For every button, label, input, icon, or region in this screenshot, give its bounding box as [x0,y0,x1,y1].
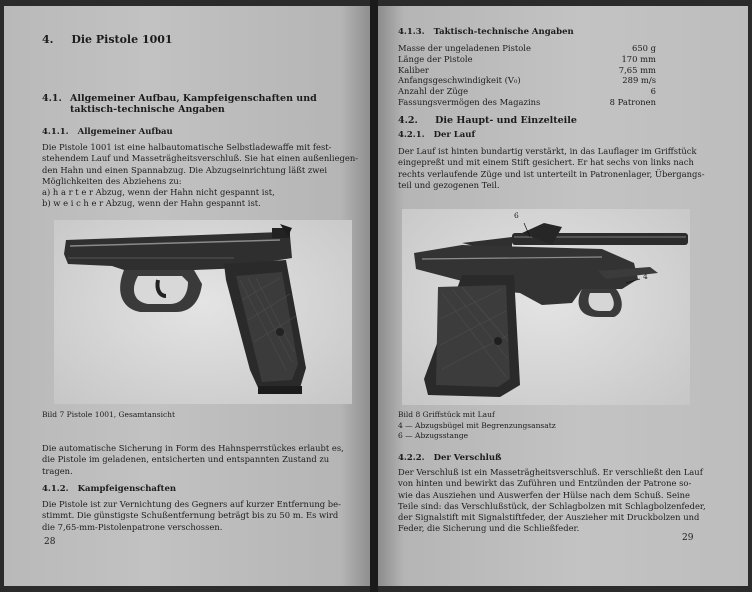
section-title-line1: Allgemeiner Aufbau, Kampfeigenschaften und [70,93,317,104]
text-line: Der Lauf ist hinten bundartig verstärkt, in das Lauflager im Griffstück [398,146,697,156]
figure-8-legend [398,421,556,441]
paragraph-barrel [398,146,716,191]
paragraph-general-structure [42,142,360,210]
text-line: stehendem Lauf und Masseträgheitsverschluß. Sie hat einen außenliegen- [42,153,359,164]
legend-item: 6 — Abzugsstange [398,431,469,440]
subsection-number: 4.1.3. [398,27,425,37]
text-line: rechts verlaufende Züge und ist unterteilt in Patronenlager, Übergangs- [398,168,705,179]
spec-value: 6 [650,86,656,97]
figure-7-pistol-photo [54,220,352,404]
spec-label: Masse der ungeladenen Pistole [398,43,531,53]
page-number-left: 28 [44,537,56,547]
text-line: stimmt. Die günstigste Schußentfernung beträgt bis zu 50 m. Es wird [42,510,339,521]
text-line: wie das Ausziehen und Auswerfen der Hülse nach dem Schuß. Seine [398,489,690,500]
spec-value: 8 Patronen [609,96,656,107]
text-line: eingepreßt und mit einem Stift gesichert. Er hat sechs von links nach [398,157,694,168]
chapter-number: 4. [42,33,54,46]
text-line: die Pistole im geladenen, entsicherten und entspannten Zustand zu [42,454,330,465]
paragraph-safety [42,443,360,477]
section-title: Die Haupt- und Einzelteile [435,115,577,126]
paragraph-combat-properties [42,499,360,533]
spec-value: 170 mm [621,53,656,64]
spec-label: Kaliber [398,64,429,75]
subsection-number: 4.2.2. [398,453,425,463]
text-line: Möglichkeiten des Abziehens zu: [42,175,182,186]
table-row [398,43,656,54]
subsection-heading-4-1-3 [398,27,574,37]
text-line: Feder, die Sicherung und die Schließfeder. [398,523,580,534]
figure-7-caption: Bild 7 Pistole 1001, Gesamtansicht [42,410,176,419]
legend-item: 4 — Abzugsbügel mit Begrenzungsansatz [398,421,556,430]
subsection-number: 4.2.1. [398,130,425,140]
figure-8-frame-photo [402,209,690,405]
subsection-heading-4-1-1 [42,127,173,137]
list-item-b: b) w e i c h e r Abzug, wenn der Hahn gespannt ist. [42,198,261,209]
subsection-heading-4-2-1 [398,130,475,140]
spec-value: 7,65 mm [618,64,656,75]
figure-8-caption: Bild 8 Griffstück mit Lauf [398,410,495,419]
table-row [398,86,656,97]
pistol-illustration [54,220,352,404]
text-line: von hinten und bewirkt das Zuführen und Entzünden der Patrone so- [398,478,692,489]
spec-label: Anzahl der Züge [398,86,469,97]
subsection-title: Kampfeigenschaften [77,484,177,494]
specs-table [398,43,656,108]
text-line: der Signalstift mit Signalstiftfeder, der Auszieher mit Druckbolzen und [398,512,700,523]
text-line: Die automatische Sicherung in Form des Hahnsperrstückes erlaubt es, [42,443,344,453]
frame-with-barrel-illustration [402,209,690,405]
spec-value: 289 m/s [622,75,656,86]
spec-label: Fassungsvermögen des Magazins [398,96,541,107]
text-line: teil und gezogenen Teil. [398,179,500,190]
text-line: Teile sind: das Verschlußstück, der Schlagbolzen mit Schlagbolzenfeder, [398,500,706,511]
section-heading-4-2 [398,115,577,126]
text-line: tragen. [42,465,73,476]
table-row [398,75,656,86]
book-gutter [370,0,378,592]
callout-label-4: 4 [643,272,648,281]
text-line: die 7,65-mm-Pistolenpatrone verschossen. [42,521,223,532]
table-row [398,65,656,76]
table-row [398,54,656,65]
section-number: 4.1. [42,93,62,104]
subsection-heading-4-2-2 [398,453,502,463]
subsection-title: Allgemeiner Aufbau [77,127,173,137]
left-page [4,6,370,586]
subsection-title: Taktisch-technische Angaben [433,27,574,37]
list-item-a: a) h a r t e r Abzug, wenn der Hahn nicht gespannt ist, [42,187,275,198]
spec-label: Anfangsgeschwindigkeit (V₀) [398,75,521,86]
spec-value: 650 g [631,43,656,53]
table-row [398,97,656,108]
text-line: Der Verschluß ist ein Masseträgheitsverschluß. Er verschließt den Lauf [398,467,703,477]
text-line: den Hahn und einen Spannabzug. Die Abzugseinrichtung läßt zwei [42,164,328,175]
chapter-heading [42,33,173,46]
spec-label: Länge der Pistole [398,53,473,64]
section-number: 4.2. [398,115,418,126]
section-title-line2: taktisch-technische Angaben [70,104,225,115]
right-page [378,6,748,586]
subsection-number: 4.1.2. [42,484,69,494]
callout-label-6: 6 [514,211,519,220]
page-number-right: 29 [682,533,694,543]
subsection-heading-4-1-2 [42,484,176,494]
chapter-title: Die Pistole 1001 [71,33,173,46]
text-line: Die Pistole ist zur Vernichtung des Gegners auf kurzer Entfernung be- [42,499,341,509]
subsection-number: 4.1.1. [42,127,69,137]
subsection-title: Der Verschluß [433,453,502,463]
subsection-title: Der Lauf [433,130,476,140]
section-heading-4-1 [42,93,317,115]
text-line: Die Pistole 1001 ist eine halbautomatische Selbstladewaffe mit fest- [42,142,332,152]
paragraph-breech [398,467,716,535]
